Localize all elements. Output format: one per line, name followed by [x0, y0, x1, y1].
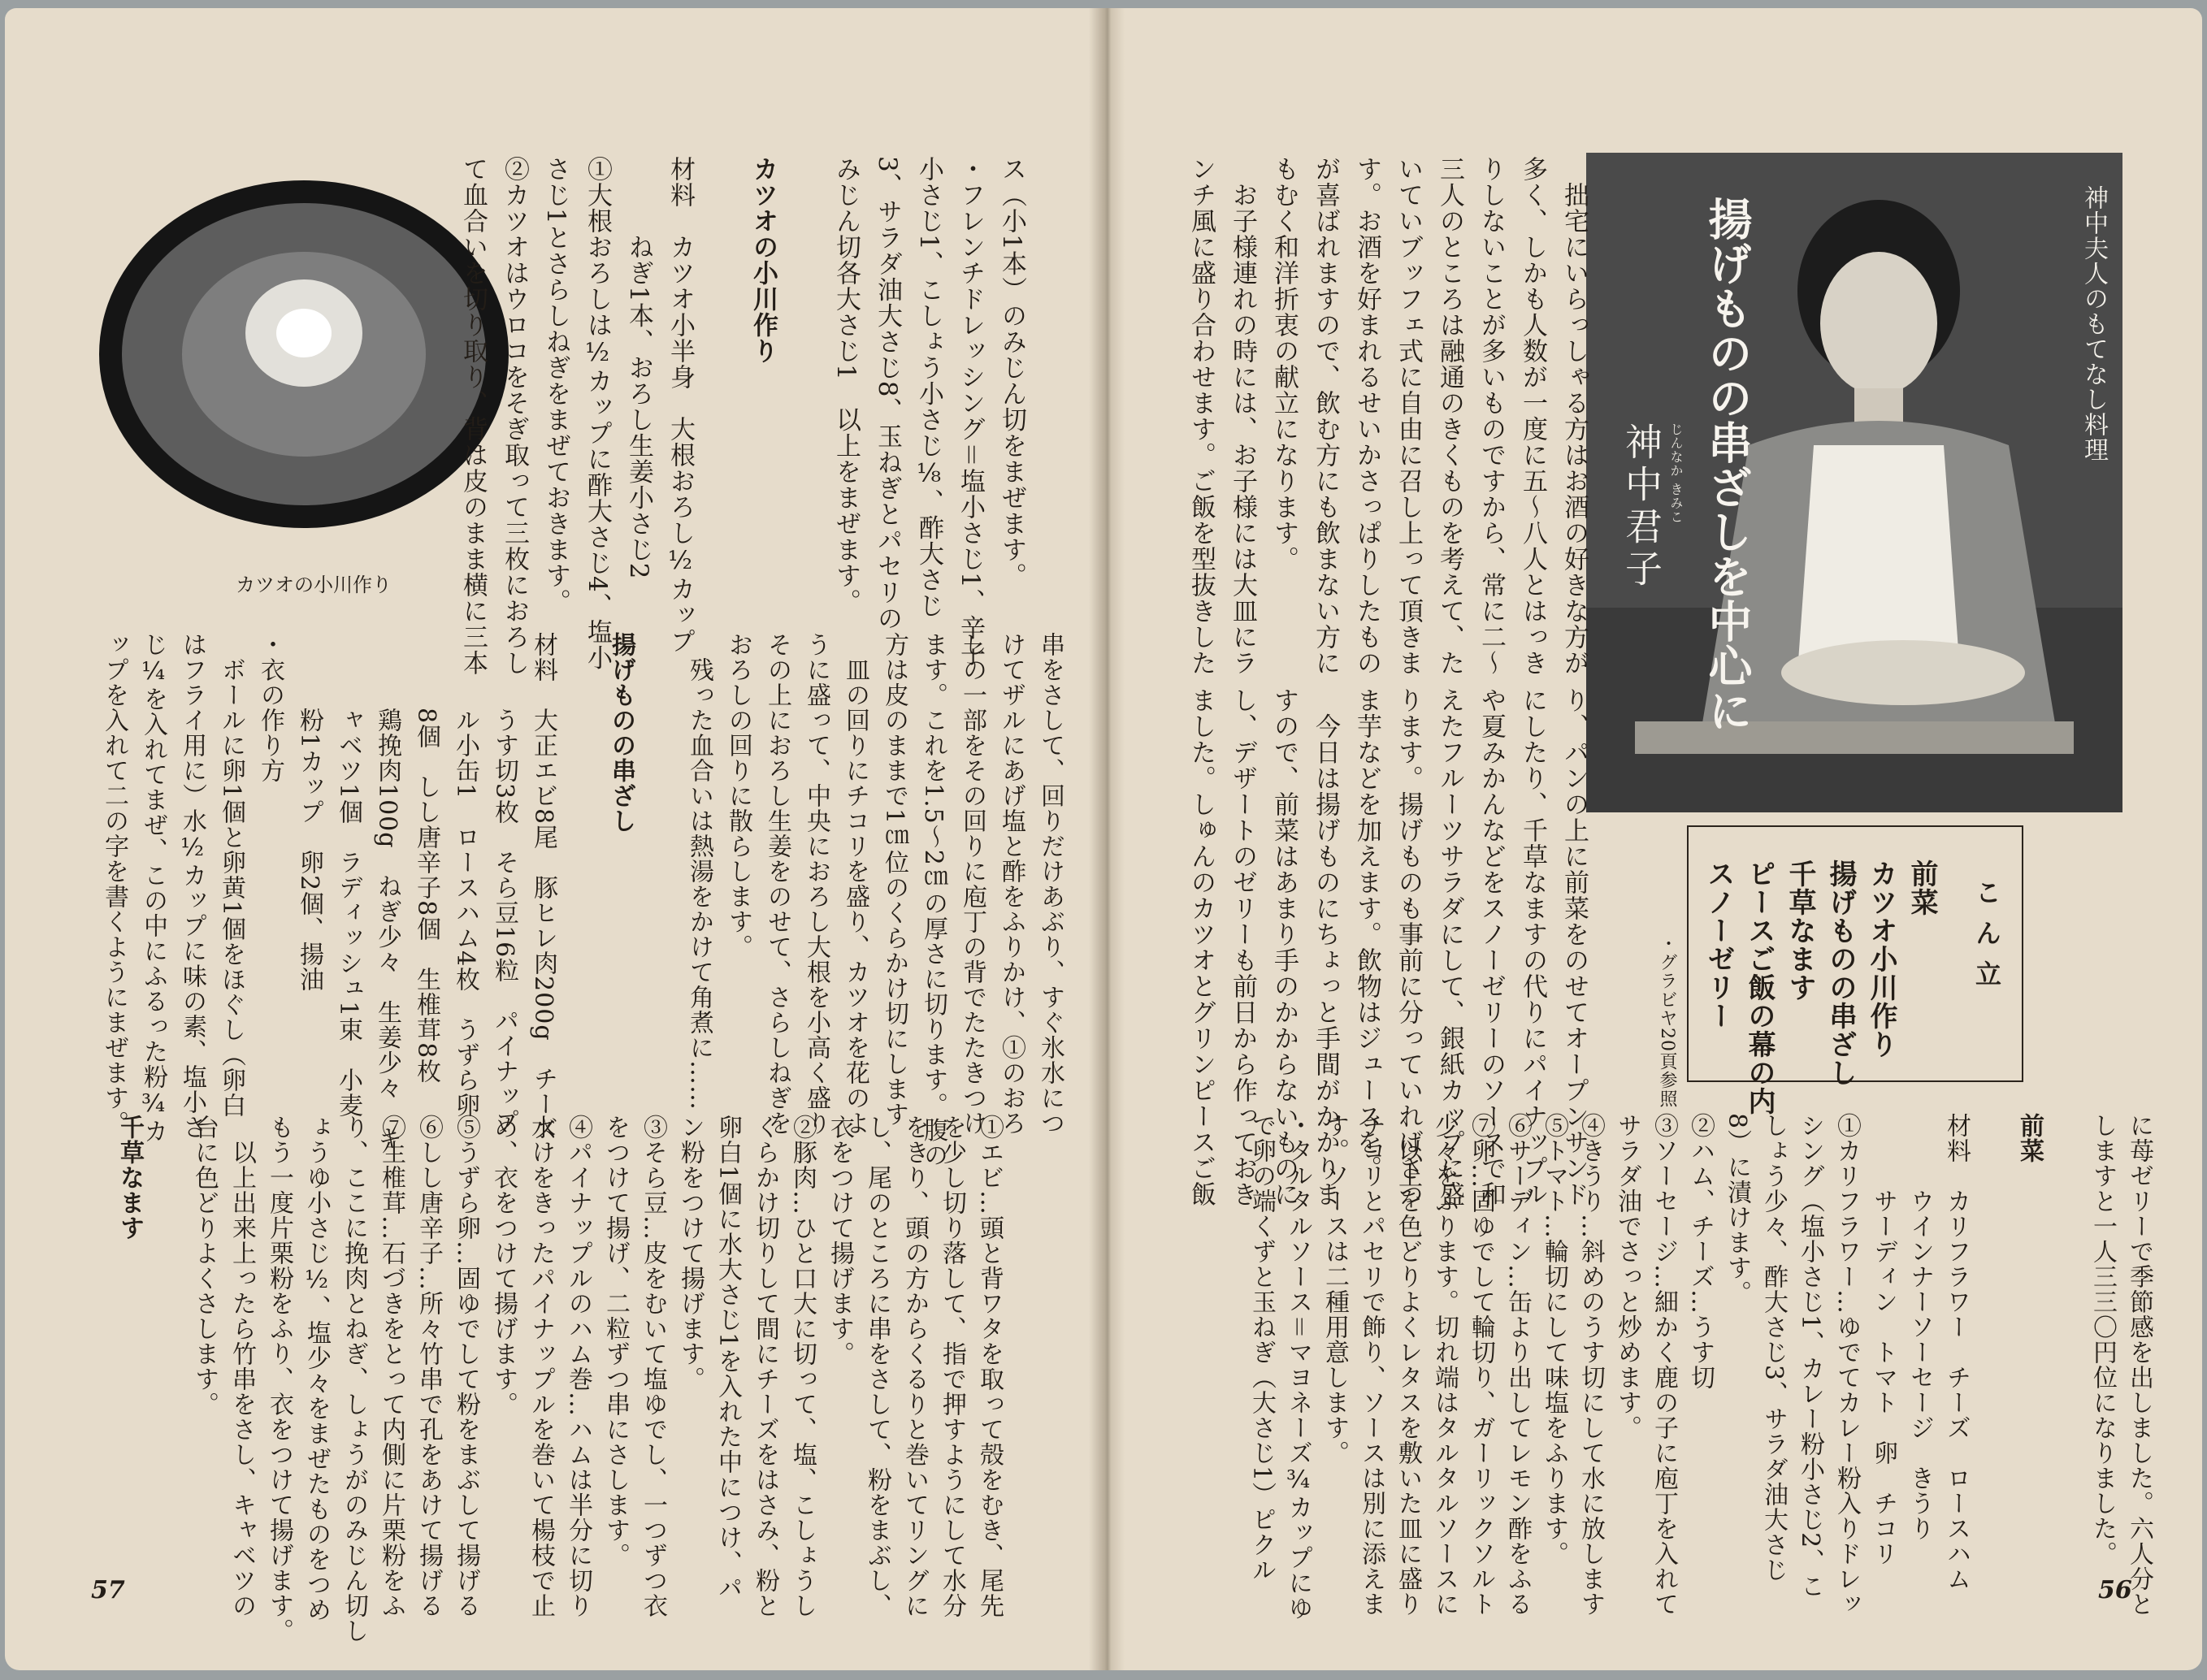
text-line: 粉1カップ 卵2個、揚油 [295, 632, 323, 993]
line-spacer [640, 632, 679, 1087]
article-headline: 揚げものの串ざしを中心に [1702, 197, 1753, 733]
text-line: うに盛って、中央におろし大根を小高く盛り [802, 632, 830, 1136]
text-line: ②豚肉…ひと口大に切って、塩、こしょうし [788, 1115, 817, 1618]
text-line: が喜ばれますので、飲む方にも飲まない方に [1311, 156, 1340, 676]
text-line: ンチ風に盛り合わせます。ご飯を型抜きした [1186, 156, 1216, 676]
line-spacer [148, 1115, 185, 1594]
text-line: ⑦卵…固ゆでして輪切り、ガーリックソルト [1467, 1113, 1495, 1617]
text-line: 方は皮のままで1㎝位のくらかけ切にします [880, 632, 908, 1128]
text-line: ・フレンチドレッシング＝塩小さじ1、辛子 [956, 156, 985, 667]
text-line: お子様連れの時には、お子様には大皿にラ [1228, 156, 1257, 676]
photo-caption: カツオの小川作り [236, 574, 392, 596]
page-number-right: 56 [2098, 1576, 2132, 1604]
text-line: 台に色どりよくさします。 [190, 1115, 219, 1417]
text-line: ⑤うずら卵…固ゆでして粉をまぶして揚げる [452, 1115, 480, 1618]
page-number-left: 57 [91, 1576, 125, 1604]
text-line: ・タルタルソース＝マヨネーズ¾カップにゆ [1284, 1113, 1312, 1621]
text-line: 小さじ1、こしょう小さじ⅛、酢大さじ [914, 156, 943, 619]
text-line: をつけて揚げ、二粒ずつ串にさします。 [601, 1115, 630, 1568]
author-name: 神中君子 [1619, 422, 1663, 591]
text-line: すので、前菜はあまり手のかからないものに [1269, 687, 1299, 1207]
text-line: 前菜 [2015, 1113, 2044, 1163]
text-line: ります。揚げものも事前に分っていればさつ [1394, 687, 1423, 1207]
series-label: 神中夫人のもてなし料理 [2079, 185, 2108, 462]
intro-text-column-2 [1180, 687, 1594, 1207]
text-line: て血合いを切り取り、背は皮のまま横に三本 [458, 156, 488, 676]
text-line: ょうゆ小さじ½、塩少々をまぜたものをつめ [302, 1115, 331, 1622]
text-line: 以上出来上ったら竹串をさし、キャベツの [228, 1115, 256, 1618]
text-line: り、ここに挽肉とねぎ、しょうがのみじん切し [340, 1115, 368, 1643]
text-line: す。お酒を好まれるせいかさっぱりしたもの [1352, 156, 1381, 676]
text-line: を少し切り落して、指で押すようにして水分 [938, 1115, 966, 1618]
text-line: し、デザートのゼリーも前日から作っておき [1228, 687, 1257, 1207]
text-line: ①大根おろしは½カップに酢大さじ4、塩小 [583, 156, 612, 671]
text-line: ャベツ1個 ラディッシュ1束 小麦 [334, 632, 362, 1119]
text-line: や夏みかんなどをスノーゼリーのソースで和 [1476, 687, 1506, 1207]
text-line: り、パンの上に前菜をのせてオープンサンド [1559, 687, 1589, 1207]
text-line: 3、サラダ油大さじ8、玉ねぎとパセリの [873, 156, 902, 632]
line-spacer [1975, 1113, 2011, 1592]
menu-item: 千草なます [1784, 859, 1816, 1002]
text-line: 千草なます [115, 1115, 144, 1241]
text-line: シング（塩小さじ1、カレー粉小さじ2、こ [1796, 1113, 1824, 1600]
text-line: 鶏挽肉100g ねぎ少々 生姜少々 キ [373, 632, 401, 1151]
author-ruby: じんなか きみこ [1668, 422, 1684, 525]
menu-item: 揚げものの串ざし [1824, 859, 1857, 1087]
text-line: 水けをきったパイナップルを巻いて楊枝で止 [527, 1115, 555, 1618]
text-line: もむく和洋折衷の献立になります。 [1269, 156, 1299, 572]
text-line: 8個 しし唐辛子8個 生椎茸8枚 [412, 632, 440, 1085]
text-line: ま芋などを加えます。飲物はジュースを。 [1352, 687, 1381, 1181]
menu-item: 前菜 [1906, 859, 1938, 916]
text-line: ル小缶1 ロースハム4枚 うずら卵 [451, 632, 479, 1119]
chef-portrait-illustration [1586, 153, 2122, 812]
text-line: しの一部をその回りに庖丁の背でたたきつけ [958, 632, 986, 1136]
text-line: ④きうり…斜めのうす切にして水に放します [1576, 1113, 1605, 1617]
katsuo-dish-photo [91, 171, 514, 544]
text-line: す。ソースは二種用意します。 [1320, 1113, 1349, 1466]
text-line: じ¼を入れてまぜ、この中にふるった粉¾カ [139, 632, 167, 1144]
text-line: くらかけ切りして間にチーズをはさみ、粉と [751, 1115, 779, 1618]
text-line: ボールに卵1個と卵黄1個をほぐし（卵白 [217, 632, 245, 1119]
text-line: ップを入れて二の字を書くようにまぜます。 [100, 632, 128, 1136]
text-line: おろしの回りに散らします。 [724, 632, 752, 959]
menu-box [1687, 825, 2023, 1115]
text-line: 串をさして、回りだけあぶり、すぐ氷水につ [1036, 632, 1064, 1136]
menu-item: スノーゼリー [1702, 859, 1735, 1030]
text-line: 今日は揚げものにちょっと手間がかかりま [1311, 687, 1340, 1207]
skewers-steps-column [111, 1115, 1008, 1643]
text-line: ⑦生椎茸…石づきをとって内側に片栗粉をふ [377, 1115, 405, 1618]
text-line: ③そら豆…皮をむいて塩ゆでし、一つずつ衣 [639, 1115, 667, 1618]
line-spacer [2048, 1113, 2084, 1592]
text-line: 皿の回りにチコリを盛り、カツオを花のよ [841, 632, 869, 1136]
text-line: 衣をつけて揚げます。 [826, 1115, 854, 1366]
text-line: ⑥しし唐辛子…所々竹串で孔をあけて揚げる [414, 1115, 443, 1618]
text-line: 少々をふります。切れ端はタルタルソースに [1430, 1113, 1459, 1617]
line-spacer [700, 156, 742, 611]
text-line: しますと一人三三〇円位になりました。 [2088, 1113, 2117, 1566]
text-line: 材料 カリフラワー チーズ ロースハム [1942, 1113, 1971, 1591]
text-line: けてザルにあげ塩と酢をふりかけ、①のおろ [997, 632, 1025, 1136]
text-line: もう一度片栗粉をふり、衣をつけて揚げます。 [265, 1115, 293, 1643]
text-line: しょう少々、酢大さじ3、サラダ油大さじ [1759, 1113, 1788, 1583]
katsuo-and-skewers-column [94, 632, 1069, 1168]
text-line: チコリとパセリで飾り、ソースは別に添えま [1357, 1113, 1385, 1617]
text-line: サラダ油でさっと炒めます。 [1613, 1113, 1641, 1440]
text-line: 揚げものの串ざし [607, 632, 635, 834]
appetizer-recipe-column [1243, 1113, 2157, 1621]
text-line: 8）に漬けます。 [1723, 1113, 1751, 1306]
text-line: 残った血合いは熱湯をかけて角煮に…… [685, 632, 713, 1111]
text-line: ・衣の作り方 [256, 632, 284, 783]
text-line: にしたり、千草なますの代りにパイナップル [1518, 687, 1547, 1207]
text-line: 材料 カツオ小半身 大根おろし½カップ [666, 156, 695, 654]
text-line: ウインナーソーセージ きうり [1906, 1113, 1934, 1541]
text-line: ました。しゅんのカツオとグリンピースご飯 [1186, 687, 1216, 1207]
text-line: ス（小1本）のみじん切をまぜます。 [997, 156, 1026, 589]
text-line: ④パイナップルのハム巻…ハムは半分に切り [564, 1115, 592, 1618]
text-line: 拙宅にいらっしゃる方はお酒の好きな方が [1559, 156, 1589, 676]
text-line: 材料 大正エビ8尾 豚ヒレ肉200g チーズ [529, 632, 557, 1142]
dish-illustration [91, 171, 514, 544]
text-line: ます。これを1.5～2㎝の厚さに切ります。腹の [919, 632, 947, 1168]
text-line: りしないことが多いものですから、常に二～ [1476, 156, 1506, 676]
line-spacer [562, 632, 601, 1087]
book-gutter [1089, 8, 1125, 1670]
text-line: に苺ゼリーで季節感を出しました。六人分と [2125, 1113, 2153, 1617]
text-line: をきり、頭の方からくるりと巻いてリングに [900, 1115, 929, 1618]
text-line: 多く、しかも人数が一度に五～八人とはっき [1518, 156, 1547, 676]
text-line: ン粉をつけて揚げます。 [676, 1115, 705, 1392]
text-line: ②ハム、チーズ…うす切 [1686, 1113, 1715, 1390]
text-line: 三人のところは融通のきくものを考えて、た [1435, 156, 1464, 676]
text-line: ⑤トマト…輪切にして味塩をふります。 [1540, 1113, 1568, 1566]
dressing-and-katsuo-column [452, 156, 1032, 676]
text-line: いていブッフェ式に自由に召し上って頂きま [1394, 156, 1423, 676]
text-line: サーディン トマト 卵 チコリ [1869, 1113, 1897, 1566]
text-line: し、尾のところに串をさして、粉をまぶし、 [863, 1115, 891, 1618]
text-line: みじん切各大さじ1 以上をまぜます。 [831, 156, 861, 615]
text-line: 卵白1個に水大さじ1を入れた中につけ、パ [713, 1115, 742, 1601]
text-line: その上におろし生姜をのせて、さらしねぎを [763, 632, 791, 1136]
text-line: 以上を色どりよくレタスを敷いた皿に盛り [1394, 1113, 1422, 1617]
line-spacer [783, 156, 825, 611]
intro-text-column [1180, 156, 1594, 676]
text-line: め、衣をつけて揚げます。 [489, 1115, 518, 1417]
text-line: ①エビ…頭と背ワタを取って殻をむき、尾先 [975, 1115, 1004, 1618]
text-line: さじ1とさらしねぎをまぜておきます。 [541, 156, 570, 615]
text-line: ⑥サーディン…缶より出してレモン酢をふる [1503, 1113, 1532, 1617]
text-line: ねぎ1本、おろし生姜小さじ2 [624, 156, 653, 580]
menu-item: ピースご飯の幕の内 [1743, 859, 1776, 1115]
text-line: ③ソーセージ…細かく鹿の子に庖丁を入れて [1650, 1113, 1678, 1617]
menu-title: こん立 [1971, 879, 2002, 1001]
text-line: ②カツオはウロコをそぎ取って三枚におろし [500, 156, 529, 676]
text-line: うす切3枚 そら豆16粒 パイナップ [490, 632, 518, 1135]
text-line: ①カリフラワー…ゆでてカレー粉入りドレッ [1832, 1113, 1861, 1617]
text-line: で卵の端くずと玉ねぎ（大さじ1）ピクル [1247, 1113, 1276, 1583]
chef-photo [1586, 153, 2122, 812]
text-line: はフライ用に）水½カップに味の素、塩小さ [178, 632, 206, 1140]
text-line: カツオの小川作り [748, 156, 778, 364]
text-line: えたフルーツサラダにして、銀紙カップに盛 [1435, 687, 1464, 1207]
photo-reference: ・グラビヤ20頁参照 [1657, 934, 1677, 1108]
menu-item: カツオ小川作り [1865, 859, 1897, 1059]
